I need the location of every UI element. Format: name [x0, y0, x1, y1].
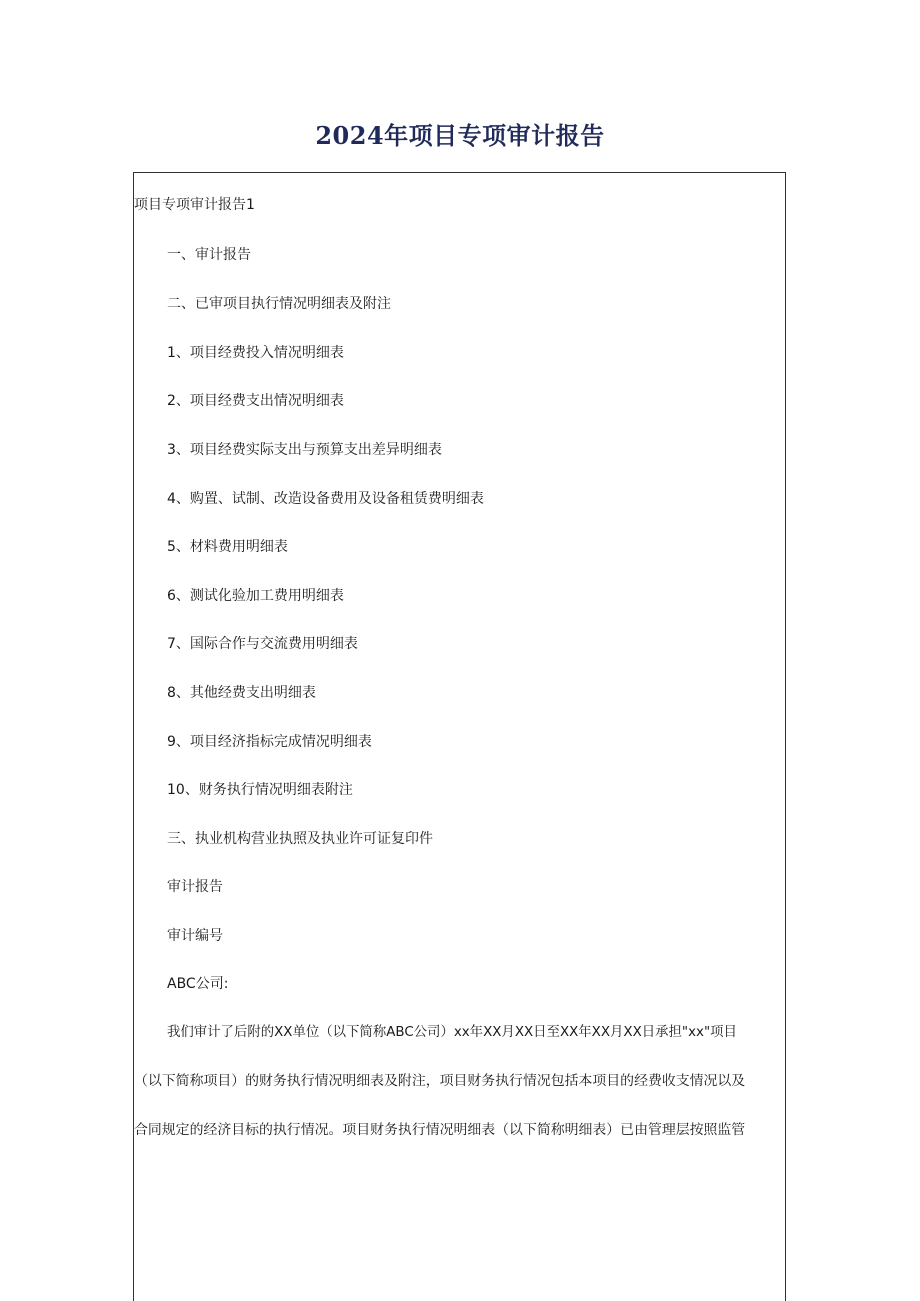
body-paragraph-line: 合同规定的经济目标的执行情况。项目财务执行情况明细表（以下简称明细表）已由管理层按照监管 — [134, 1122, 746, 1138]
toc-item: 8、其他经费支出明细表 — [167, 685, 316, 701]
toc-item: 5、材料费用明细表 — [167, 539, 288, 555]
document-title: 2024年项目专项审计报告 — [315, 121, 605, 150]
body-paragraph-line: （以下简称项目）的财务执行情况明细表及附注，项目财务执行情况包括本项目的经费收支情况以及 — [134, 1073, 746, 1089]
toc-item: 2、项目经费支出情况明细表 — [167, 393, 344, 409]
toc-item: 7、国际合作与交流费用明细表 — [167, 636, 358, 652]
toc-item: 二、已审项目执行情况明细表及附注 — [167, 296, 391, 312]
report-label: 审计报告 — [167, 879, 223, 895]
document-body-frame — [133, 172, 786, 1301]
toc-item: 9、项目经济指标完成情况明细表 — [167, 734, 372, 750]
addressee: ABC公司: — [167, 976, 229, 992]
toc-item: 三、执业机构营业执照及执业许可证复印件 — [167, 831, 433, 847]
report-number: 审计编号 — [167, 928, 223, 944]
toc-item: 6、测试化验加工费用明细表 — [167, 588, 344, 604]
toc-item: 4、购置、试制、改造设备费用及设备租赁费明细表 — [167, 491, 484, 507]
toc-item: 1、项目经费投入情况明细表 — [167, 345, 344, 361]
report-heading: 项目专项审计报告1 — [134, 197, 255, 213]
toc-item: 10、财务执行情况明细表附注 — [167, 782, 353, 798]
body-paragraph-line: 我们审计了后附的XX单位（以下简称ABC公司）xx年XX月XX日至XX年XX月XX日承担"xx"项目 — [167, 1025, 737, 1040]
toc-item: 一、审计报告 — [167, 247, 251, 263]
toc-item: 3、项目经费实际支出与预算支出差异明细表 — [167, 442, 442, 458]
